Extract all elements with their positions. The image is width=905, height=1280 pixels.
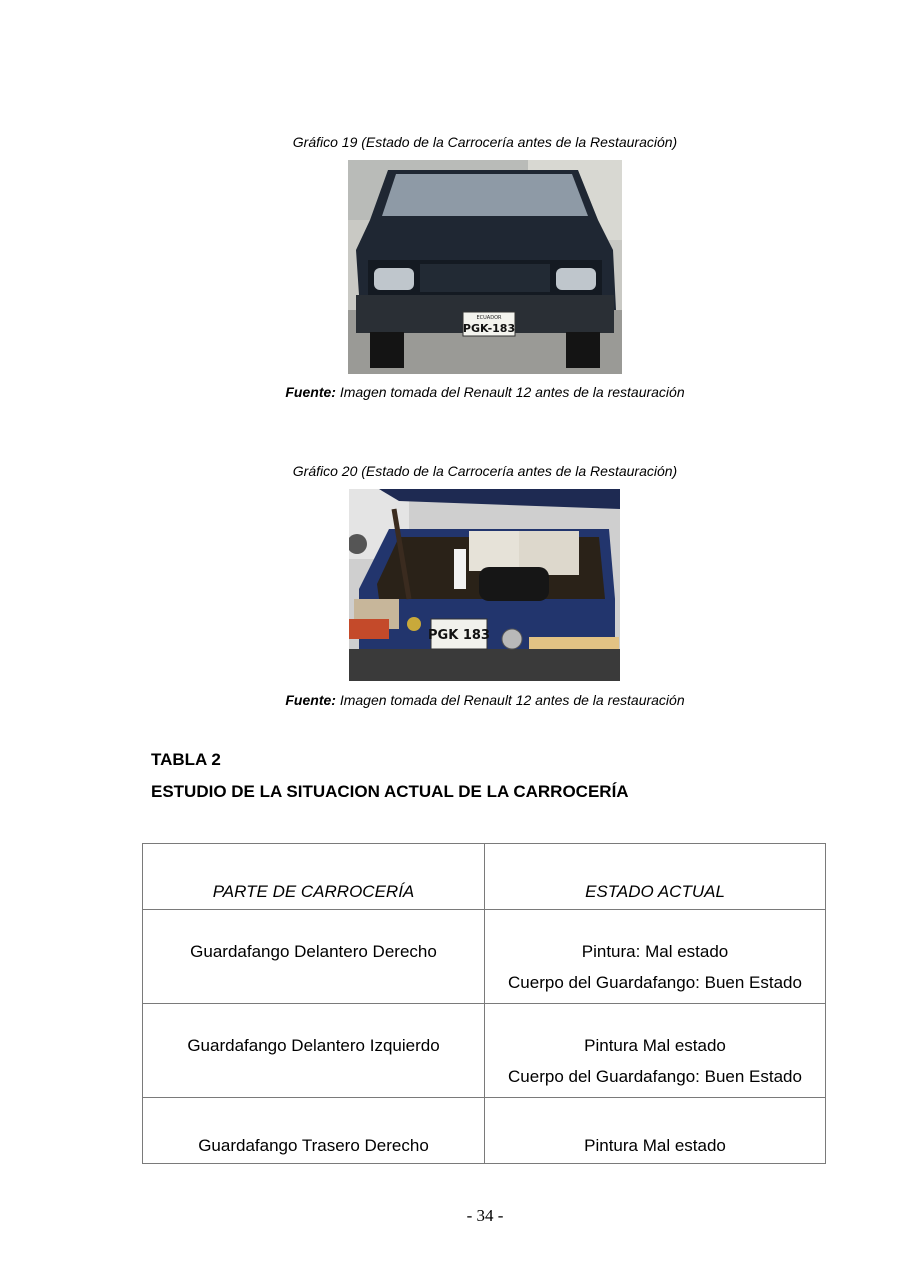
- plate-number-text: PGK 183: [428, 628, 490, 643]
- figure-20-source: [0, 692, 905, 708]
- source-label: Fuente:: [285, 692, 336, 708]
- state-line: Pintura Mal estado: [584, 1136, 726, 1155]
- plate-number-text: PGK-183: [462, 322, 516, 335]
- body-status-table: [142, 843, 826, 1164]
- column-header: ESTADO ACTUAL: [485, 844, 826, 910]
- part-cell: Guardafango Trasero Derecho: [143, 1098, 485, 1164]
- state-cell: [485, 910, 826, 1004]
- state-cell: [485, 1098, 826, 1164]
- table-header-row: [143, 844, 826, 910]
- part-cell: Guardafango Delantero Izquierdo: [143, 1004, 485, 1098]
- figure-19-caption: Gráfico 19 (Estado de la Carrocería antes de la Restauración): [292, 134, 678, 150]
- part-cell: Guardafango Delantero Derecho: [143, 910, 485, 1004]
- table-row: [143, 1004, 826, 1098]
- column-header: PARTE DE CARROCERÍA: [143, 844, 485, 910]
- source-text: Imagen tomada del Renault 12 antes de la restauración: [335, 692, 685, 708]
- figure-19-photo: [348, 160, 622, 374]
- table-subtitle: ESTUDIO DE LA SITUACION ACTUAL DE LA CARROCERÍA: [151, 782, 629, 801]
- state-line: Cuerpo del Guardafango: Buen Estado: [508, 1067, 802, 1086]
- table-title: TABLA 2: [151, 750, 221, 769]
- state-line: Pintura: Mal estado: [581, 942, 729, 961]
- figure-19-source: [0, 384, 905, 400]
- state-line: Pintura Mal estado: [584, 1036, 726, 1055]
- plate-country-text: ECUADOR: [476, 315, 502, 321]
- state-cell: [485, 1004, 826, 1098]
- source-label: Fuente:: [285, 384, 336, 400]
- figure-20-caption: Gráfico 20 (Estado de la Carrocería antes de la Restauración): [292, 463, 678, 479]
- state-line: Cuerpo del Guardafango: Buen Estado: [508, 973, 802, 992]
- page-number: - 34 -: [466, 1206, 504, 1225]
- figure-20-photo: [349, 489, 620, 681]
- table-row: [143, 910, 826, 1004]
- source-text: Imagen tomada del Renault 12 antes de la restauración: [335, 384, 685, 400]
- table-row: [143, 1098, 826, 1164]
